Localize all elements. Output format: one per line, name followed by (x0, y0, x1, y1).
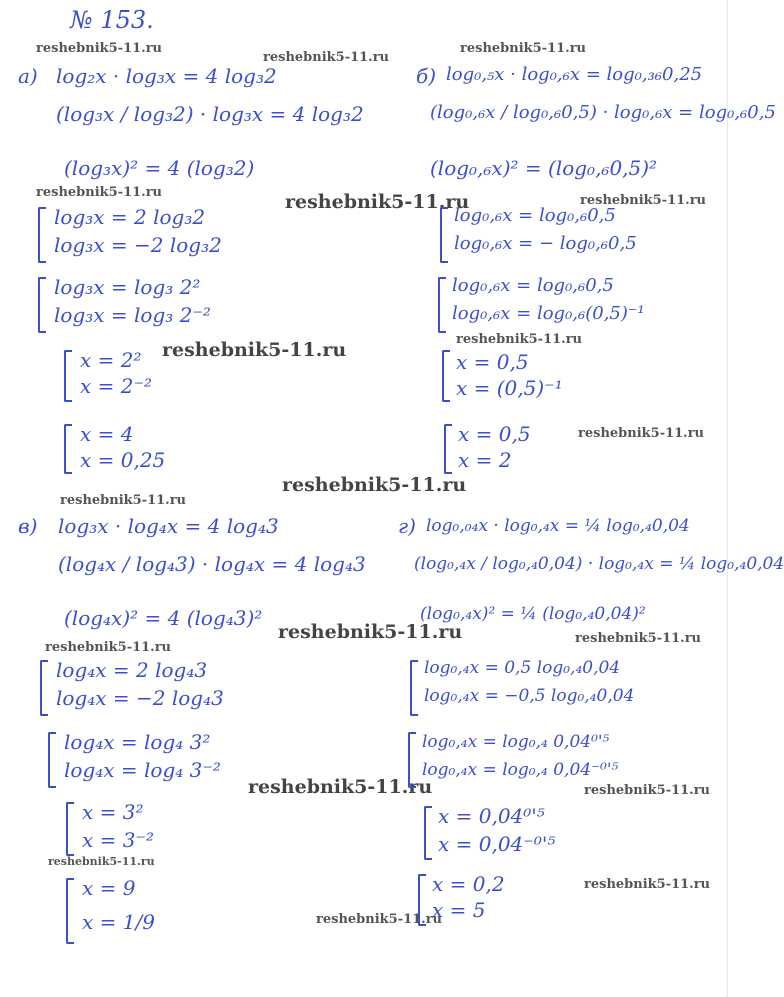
part-b-step: log₀,₆x = − log₀,₆0,5 (454, 233, 637, 254)
part-a-step: log₃x = 2 log₃2 (54, 205, 206, 229)
part-g-step: log₀,₄x = −0,5 log₀,₄0,04 (424, 686, 635, 706)
part-v-step: (log₄x)² = 4 (log₄3)² (64, 606, 263, 630)
problem-number: № 153. (70, 6, 154, 34)
part-b-step: x = 0,5 (456, 350, 529, 374)
system-bracket (444, 424, 452, 474)
part-a-step: (log₃x / log₃2) · log₃x = 4 log₃2 (56, 102, 364, 126)
part-g-step: (log₀,₄x / log₀,₄0,04) · log₀,₄x = ¼ log₀,₄0,04 (414, 554, 784, 574)
watermark: reshebnik5-11.ru (456, 332, 583, 347)
system-bracket (64, 424, 72, 474)
system-bracket (408, 732, 416, 788)
watermark: reshebnik5-11.ru (36, 185, 163, 200)
part-b-step: log₀,₆x = log₀,₆(0,5)⁻¹ (452, 303, 645, 324)
part-a-step: log₃x = −2 log₃2 (54, 233, 222, 257)
watermark: reshebnik5-11.ru (282, 474, 467, 496)
part-g-step: x = 0,04⁰'⁵ (438, 804, 545, 828)
part-v-label: в) (18, 514, 38, 538)
part-b-label: б) (416, 64, 437, 88)
part-b-step: log₀,₆x = log₀,₆0,5 (454, 205, 616, 226)
part-a-answer: x = 4 (80, 422, 134, 446)
system-bracket (66, 878, 74, 944)
part-a-step: x = 2² (80, 348, 142, 372)
part-v-step: log₄x = log₄ 3⁻² (64, 758, 221, 782)
part-b-step: x = (0,5)⁻¹ (456, 376, 563, 400)
system-bracket (440, 207, 448, 263)
part-g-label: г) (398, 514, 416, 538)
part-a-step: log₃x = log₃ 2² (54, 275, 201, 299)
part-g-step: (log₀,₄x)² = ¼ (log₀,₄0,04)² (420, 604, 646, 624)
part-g-step: log₀,₄x = log₀,₄ 0,04⁰'⁵ (422, 732, 610, 752)
watermark: reshebnik5-11.ru (285, 191, 470, 213)
watermark: reshebnik5-11.ru (162, 339, 347, 361)
part-g-answer: x = 0,2 (432, 872, 505, 896)
part-g-equation: log₀,₀₄x · log₀,₄x = ¼ log₀,₄0,04 (426, 516, 690, 536)
watermark: reshebnik5-11.ru (580, 193, 707, 208)
watermark: reshebnik5-11.ru (248, 776, 433, 798)
system-bracket (438, 277, 446, 333)
part-v-equation: log₃x · log₄x = 4 log₄3 (58, 514, 279, 538)
watermark: reshebnik5-11.ru (460, 41, 587, 56)
part-g-step: log₀,₄x = 0,5 log₀,₄0,04 (424, 658, 621, 678)
part-b-step: log₀,₆x = log₀,₆0,5 (452, 275, 614, 296)
part-a-step: log₃x = log₃ 2⁻² (54, 303, 211, 327)
watermark: reshebnik5-11.ru (584, 783, 711, 798)
part-v-answer: x = 1/9 (82, 910, 155, 934)
part-g-step: x = 0,04⁻⁰'⁵ (438, 832, 556, 856)
watermark: reshebnik5-11.ru (316, 912, 443, 927)
system-bracket (48, 732, 56, 788)
system-bracket (66, 802, 74, 856)
part-b-step: (log₀,₆x)² = (log₀,₆0,5)² (430, 156, 658, 180)
part-v-step: x = 3⁻² (82, 828, 155, 852)
system-bracket (40, 660, 48, 716)
part-v-answer: x = 9 (82, 876, 136, 900)
part-b-step: (log₀,₆x / log₀,₆0,5) · log₀,₆x = log₀,₆0,5 (430, 102, 776, 123)
part-a-step: x = 2⁻² (80, 374, 153, 398)
watermark: reshebnik5-11.ru (578, 426, 705, 441)
part-b-answer: x = 2 (458, 448, 512, 472)
watermark: reshebnik5-11.ru (48, 855, 155, 868)
watermark: reshebnik5-11.ru (278, 621, 463, 643)
part-v-step: (log₄x / log₄3) · log₄x = 4 log₄3 (58, 552, 366, 576)
part-b-answer: x = 0,5 (458, 422, 531, 446)
part-v-step: x = 3² (82, 800, 144, 824)
system-bracket (38, 207, 46, 263)
system-bracket (38, 277, 46, 333)
part-a-equation: log₂x · log₃x = 4 log₃2 (56, 64, 277, 88)
watermark: reshebnik5-11.ru (60, 493, 187, 508)
watermark: reshebnik5-11.ru (584, 877, 711, 892)
watermark: reshebnik5-11.ru (45, 640, 172, 655)
system-bracket (424, 806, 432, 860)
watermark: reshebnik5-11.ru (575, 631, 702, 646)
watermark: reshebnik5-11.ru (263, 50, 390, 65)
system-bracket (418, 874, 426, 926)
part-g-step: log₀,₄x = log₀,₄ 0,04⁻⁰'⁵ (422, 760, 619, 780)
watermark: reshebnik5-11.ru (36, 41, 163, 56)
part-g-answer: x = 5 (432, 898, 486, 922)
system-bracket (410, 660, 418, 716)
system-bracket (442, 350, 450, 402)
system-bracket (64, 350, 72, 402)
part-b-equation: log₀,₅x · log₀,₆x = log₀,₃₆0,25 (446, 64, 703, 85)
part-v-step: log₄x = −2 log₄3 (56, 686, 224, 710)
part-v-step: log₄x = log₄ 3² (64, 730, 211, 754)
page-edge-line (727, 0, 728, 997)
part-v-step: log₄x = 2 log₄3 (56, 658, 208, 682)
part-a-step: (log₃x)² = 4 (log₃2) (64, 156, 255, 180)
part-a-label: а) (18, 64, 38, 88)
part-a-answer: x = 0,25 (80, 448, 166, 472)
